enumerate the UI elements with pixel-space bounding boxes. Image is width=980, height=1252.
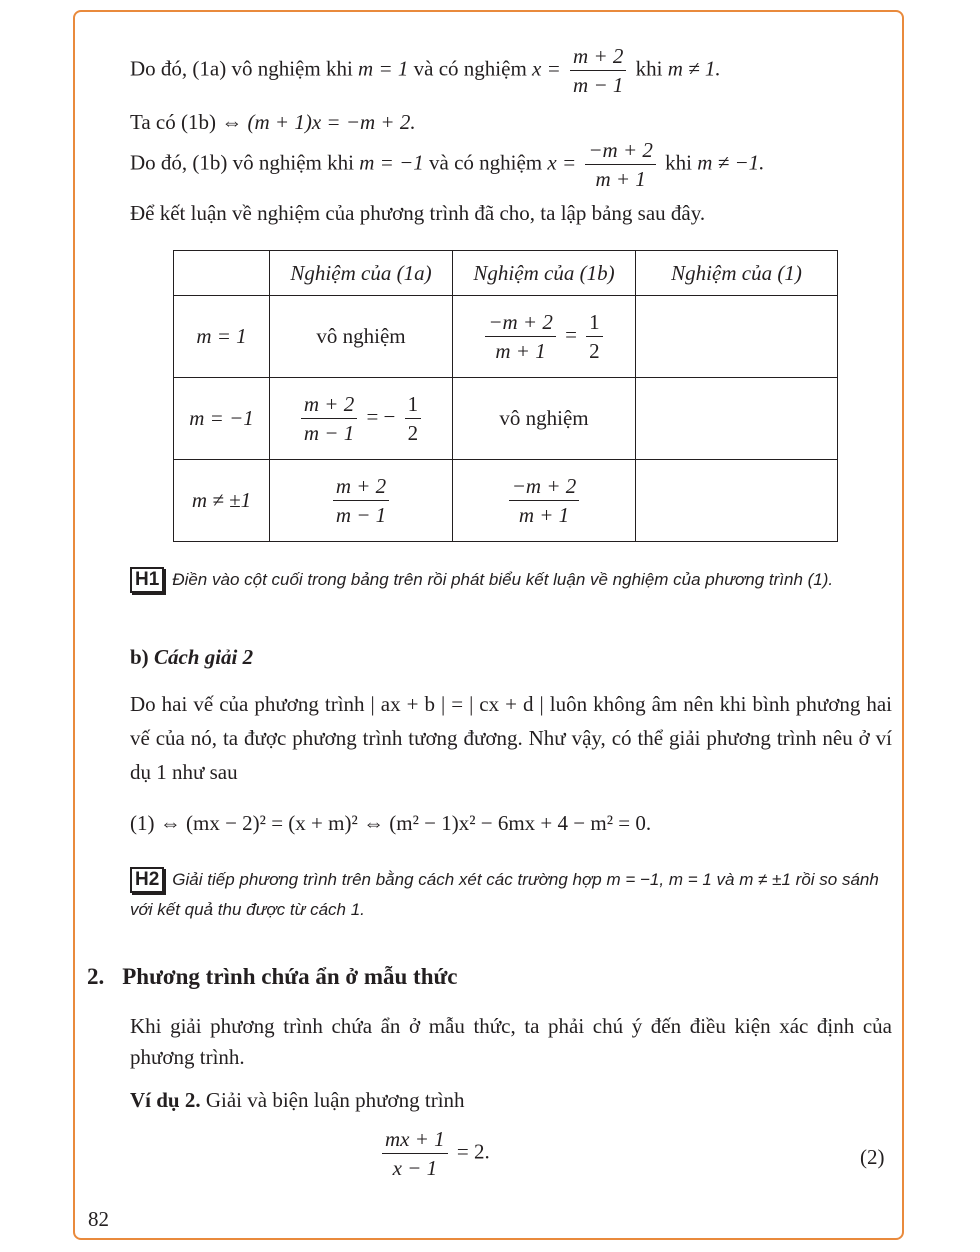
section-2-paragraph: Khi giải phương trình chứa ẩn ở mẫu thức, ta phải chú ý đến điều kiện xác định của phương trình. (130, 1014, 892, 1069)
table-cell-empty (636, 460, 838, 542)
method2-heading: b) Cách giải 2 (130, 645, 254, 669)
fraction: $\frac{-m + 2}{m + 1}$ (585, 138, 656, 191)
fraction: $\frac{m + 2}{m - 1}$ (570, 44, 626, 97)
table-cell-condition: m ≠ ±1 (174, 460, 270, 542)
table-intro: Để kết luận về nghiệm của phương trình đã cho, ta lập bảng sau đây. (130, 201, 706, 225)
solution-table (173, 250, 838, 542)
line-1b-equivalence: Ta có (1b) ⇔ (m + 1)x = −m + 2. (130, 110, 416, 134)
table-row (174, 460, 838, 542)
h1-exercise (130, 565, 895, 595)
h2-label: H2 (130, 867, 164, 893)
table-header-cell: Nghiệm của (1a) (270, 251, 453, 296)
table-cell: $\frac{-m + 2}{m + 1}$ = $\frac{1}{2}$ (453, 296, 636, 378)
line-1a-solution: Do đó, (1a) vô nghiệm khi m = 1 và có nghiệm x = $\frac{m + 2}{m - 1}$ khi m ≠ 1. (130, 44, 721, 97)
table-row (174, 296, 838, 378)
section-2-heading: 2. Phương trình chứa ẩn ở mẫu thức (87, 964, 458, 989)
table-header-cell: Nghiệm của (1) (636, 251, 838, 296)
table-cell-empty (636, 296, 838, 378)
h2-exercise (130, 865, 895, 925)
table-header-row (174, 251, 838, 296)
table-header-cell: Nghiệm của (1b) (453, 251, 636, 296)
table-cell-condition: m = −1 (174, 378, 270, 460)
table-cell: $\frac{m + 2}{m - 1}$ (270, 460, 453, 542)
h2-text: Giải tiếp phương trình trên bằng cách xét các trường hợp m = −1, m = 1 và m ≠ ±1 rồi so sánh với kết quả thu được từ cách 1. (130, 870, 879, 919)
page-number: 82 (88, 1207, 109, 1231)
table-cell: vô nghiệm (270, 296, 453, 378)
table-cell: $\frac{-m + 2}{m + 1}$ (453, 460, 636, 542)
method2-paragraph: Do hai vế của phương trình | ax + b | = | cx + d | luôn không âm nên khi bình phương hai vế của nó, ta được phương trình tương đương. Như vậy, có thể giải phương trình nêu ở ví dụ 1 như sau (130, 692, 892, 784)
example-2: Ví dụ 2. Giải và biện luận phương trình (130, 1088, 465, 1112)
h1-label: H1 (130, 567, 164, 593)
table-header-cell (174, 251, 270, 296)
table-cell-empty (636, 378, 838, 460)
table-cell: vô nghiệm (453, 378, 636, 460)
line-1b-solution: Do đó, (1b) vô nghiệm khi m = −1 và có nghiệm x = $\frac{-m + 2}{m + 1}$ khi m ≠ −1. (130, 138, 765, 191)
example-2-equation: $\frac{mx + 1}{x - 1}$ = 2. (378, 1127, 490, 1180)
table-cell-condition: m = 1 (174, 296, 270, 378)
h1-text: Điền vào cột cuối trong bảng trên rồi phát biểu kết luận về nghiệm của phương trình (1). (172, 570, 834, 589)
table-cell: $\frac{m + 2}{m - 1}$ = − $\frac{1}{2}$ (270, 378, 453, 460)
method2-equation: (1) ⇔ (mx − 2)² = (x + m)² ⇔ (m² − 1)x² − 6mx + 4 − m² = 0. (130, 811, 652, 835)
equation-tag: (2) (860, 1145, 885, 1169)
table-row (174, 378, 838, 460)
